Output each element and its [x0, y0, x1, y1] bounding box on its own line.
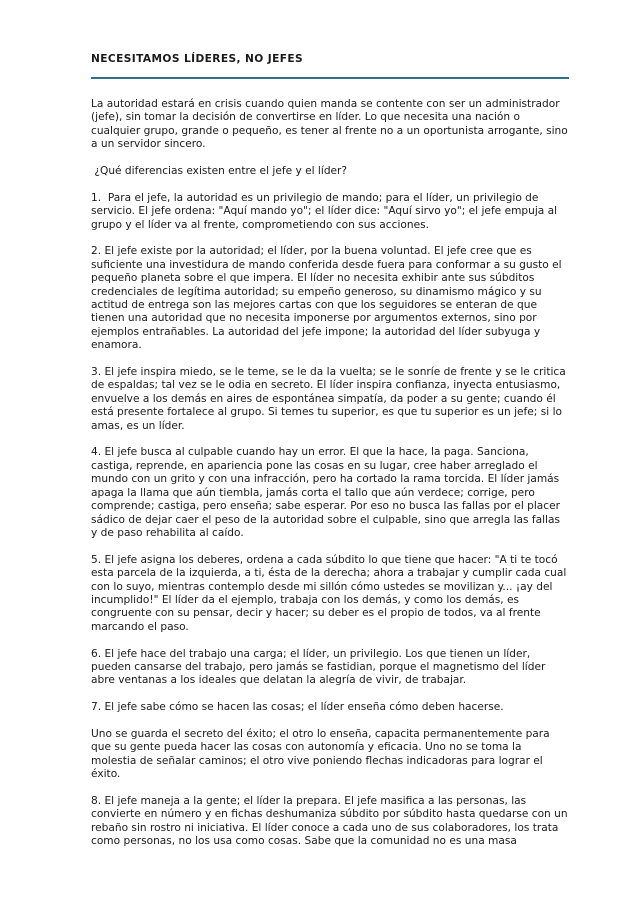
paragraph-point-4: 4. El jefe busca al culpable cuando hay un error. El que la hace, la paga. Sanciona, castiga, reprende, en apariencia pone las cosas en su lugar, cree haber arreglado el mundo con un grito y con una infracción, pero ha cortado la rama torcida. El líder jamás apaga la llama que aún tiembla, jamás corta el tallo que aún verdece; corrige, pero comprende; castiga, pero enseña; sabe esperar. Por eso no busca las fallas por el placer sádico de dejar caer el peso de la autoridad sobre el culpable, sino que arregla las fallas y de paso rehabilita al caído.: [91, 446, 564, 539]
paragraph-intro: La autoridad estará en crisis cuando quien manda se contente con ser un administrador (jefe), sin tomar la decisión de convertirse en líder. Lo que necesita una nación o cualquier grupo, grande o pequeño, es tener al frente no a un oportunista arrogante, sino a un servidor sincero.: [91, 98, 572, 151]
document-title: NECESITAMOS LÍDERES, NO JEFES: [91, 53, 304, 65]
paragraph-point-1: 1. Para el jefe, la autoridad es un privilegio de mando; para el líder, un privilegio de servicio. El jefe ordena: "Aquí mando yo"; el líder dice: "Aquí sirvo yo"; el jefe empuja al grupo y el líder va al frente, comprometiendo con sus acciones.: [91, 191, 561, 231]
paragraph-point-8: 8. El jefe maneja a la gente; el líder la prepara. El jefe masifica a las personas, las convierte en número y en fichas deshumaniza súbdito por súbdito hasta quedarse con un rebaño sin rostro ni iniciativa. El líder conoce a cada uno de sus colaboradores, los trata como personas, no los usa como cosas. Sabe que la comunidad no es una masa: [91, 794, 571, 848]
title-divider: [91, 77, 569, 79]
paragraph-point-6: 6. El jefe hace del trabajo una carga; el líder, un privilegio. Los que tienen un líder, pueden cansarse del trabajo, pero jamás se fastidian, porque el magnetismo del líder abre ventanas a los ideales que delatan la alegría de vivir, de trabajar.: [91, 647, 549, 687]
paragraph-point-3: 3. El jefe inspira miedo, se le teme, se le da la vuelta; se le sonríe de frente y se le critica de espaldas; tal vez se le odia en secreto. El líder inspira confianza, inyecta entusiasmo, envuelve a los demás en aires de espontánea simpatía, da poder a su gente; cuando él está presente fortalece al grupo. Si temes tu superior, es que tu superior es un jefe; si lo amas, es un líder.: [91, 366, 570, 432]
paragraph-point-2: 2. El jefe existe por la autoridad; el líder, por la buena voluntad. El jefe cree que es suficiente una investidura de mando conferida desde fuera para conformar a su gusto el pequeño planeta sobre el que impera. El líder no necesita exhibir ante sus súbditos credenciales de legítima autoridad; su empeño generoso, su dinamismo mágico y su actitud de entrega son las mejores cartas con que los seguidores se enteran de que tienen una autoridad que no necesita imponerse por argumentos externos, sino por ejemplos entrañables. La autoridad del jefe impone; la autoridad del líder subyuga y enamora.: [91, 245, 565, 352]
paragraph-point-7: 7. El jefe sabe cómo se hacen las cosas; el líder enseña cómo deben hacerse.: [91, 701, 504, 714]
paragraph-point-5: 5. El jefe asigna los deberes, ordena a cada súbdito lo que tiene que hacer: "A ti te tocó esta parcela de la izquierda, a ti, ésta de la derecha; ahora a trabajar y cumplir cada cual con lo suyo, mientras contemplo desde mi sillón cómo ustedes se movilizan y... ¡ay del incumplido!" El líder da el ejemplo, trabaja con los demás, y como los demás, es congruente con su pensar, decir y hacer; su deber es el propio de todos, va al frente marcando el paso.: [91, 553, 570, 633]
paragraph-question: ¿Qué diferencias existen entre el jefe y el líder?: [91, 165, 348, 178]
paragraph-point-7-detail: Uno se guarda el secreto del éxito; el otro lo enseña, capacita permanentemente para que su gente pueda hacer las cosas con autonomía y eficacia. Uno no se toma la molestia de señalar caminos; el otro vive poniendo flechas indicadoras para lograr el éxito.: [91, 727, 554, 781]
